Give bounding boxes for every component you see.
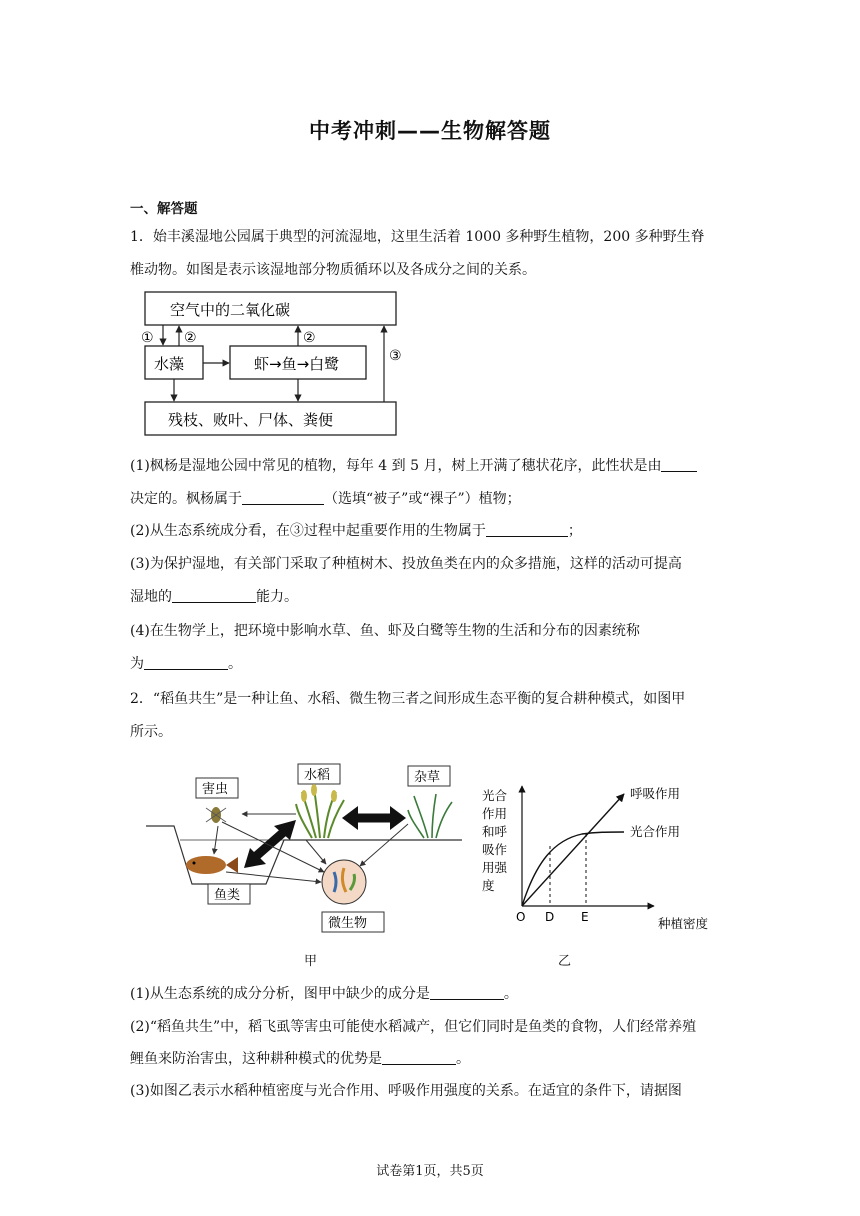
answer-blank[interactable] [661, 457, 697, 472]
d-label: D [545, 910, 555, 924]
page-footer: 试卷第1页，共5页 [376, 1164, 484, 1179]
answer-blank[interactable] [144, 655, 228, 670]
q1-p2: (2)从生态系统成分看，在③过程中起重要作用的生物属于 ； [130, 523, 582, 539]
q2-stem-line2: 所示。 [130, 724, 172, 740]
label-3: ③ [389, 348, 402, 364]
figure-b-density-chart [478, 778, 728, 938]
q2-p3-line1: (3)如图乙表示水稻种植密度与光合作用、呼吸作用强度的关系。在适宜的条件下，请据图 [130, 1083, 682, 1099]
answer-blank[interactable] [172, 588, 256, 603]
q2-stem-line1: 2．“稻鱼共生”是一种让鱼、水稻、微生物三者之间形成生态平衡的复合耕种模式，如图甲 [130, 691, 686, 707]
q2-p2-line2: 鲤鱼来防治害虫，这种耕种模式的优势是 。 [130, 1051, 470, 1067]
photo-label: 光合作用 [630, 824, 681, 839]
double-arrow-rice-weed-icon [342, 806, 406, 830]
e-label: E [581, 910, 589, 924]
residue-label: 残枝、败叶、尸体、粪便 [168, 411, 334, 429]
rice-label: 水稻 [304, 768, 331, 783]
section-heading: 一、解答题 [130, 201, 198, 217]
weed-label: 杂草 [414, 770, 441, 785]
q1-stem-line1: 1．始丰溪湿地公园属于典型的河流湿地，这里生活着 1000 多种野生植物，200 多种野生脊 [130, 229, 705, 245]
microbe-icon [322, 860, 366, 904]
q1-p3-line1: (3)为保护湿地，有关部门采取了种植树木、投放鱼类在内的众多措施，这样的活动可提高 [130, 556, 682, 572]
label-2b: ② [303, 330, 316, 346]
figure-b-caption: 乙 [558, 954, 572, 969]
y-label-line6: 度 [482, 878, 495, 893]
food-chain-label: 虾→鱼→白鹭 [254, 355, 340, 373]
weed-icon [408, 794, 452, 838]
q2-p2-line1: (2)“稻鱼共生”中，稻飞虱等害虫可能使水稻减产，但它们同时是鱼类的食物，人们经常养殖 [130, 1019, 697, 1035]
microbe-label: 微生物 [328, 916, 368, 931]
q1-p1-line1: (1)枫杨是湿地公园中常见的植物，每年 4 到 5 月，树上开满了穗状花序，此性状是由 [130, 455, 697, 475]
pest-insect-icon [206, 807, 226, 823]
y-label-line5: 用强 [482, 860, 508, 875]
double-arrow-fish-rice-icon [244, 820, 296, 868]
q2-p1: (1)从生态系统的成分分析，图甲中缺少的成分是 。 [130, 986, 518, 1002]
answer-blank[interactable] [242, 490, 324, 505]
q1-p3-line2: 湿地的 能力。 [130, 589, 298, 605]
pest-label: 害虫 [202, 782, 229, 797]
q1-p4-line1: (4)在生物学上，把环境中影响水草、鱼、虾及白鹭等生物的生活和分布的因素统称 [130, 623, 640, 639]
q1-p4-line2: 为 。 [130, 656, 242, 672]
x-label: 种植密度 [658, 916, 709, 931]
q1-stem-line2: 椎动物。如图是表示该湿地部分物质循环以及各成分之间的关系。 [130, 262, 536, 278]
page-title: 中考冲刺——生物解答题 [309, 119, 551, 143]
y-label-line1: 光合 [482, 788, 508, 803]
y-label-line4: 吸作 [482, 842, 508, 857]
fish-label: 鱼类 [214, 888, 241, 903]
air-co2-label: 空气中的二氧化碳 [170, 301, 291, 319]
answer-blank[interactable] [430, 985, 504, 1000]
fish-icon [186, 856, 238, 874]
figure-a-caption: 甲 [304, 954, 318, 969]
q1-p1-line2: 决定的。枫杨属于 （选填“被子”或“裸子”）植物； [130, 491, 521, 507]
algae-label: 水藻 [154, 355, 185, 373]
label-1: ① [141, 330, 154, 346]
origin-label: O [516, 910, 526, 924]
y-label-line3: 和呼 [482, 824, 508, 839]
answer-blank[interactable] [382, 1050, 456, 1065]
q1-cycle-diagram [138, 288, 400, 440]
y-label-line2: 作用 [482, 806, 508, 821]
figure-a-rice-fish [146, 760, 462, 940]
answer-blank[interactable] [486, 522, 568, 537]
resp-label: 呼吸作用 [630, 786, 681, 801]
label-2a: ② [184, 330, 197, 346]
